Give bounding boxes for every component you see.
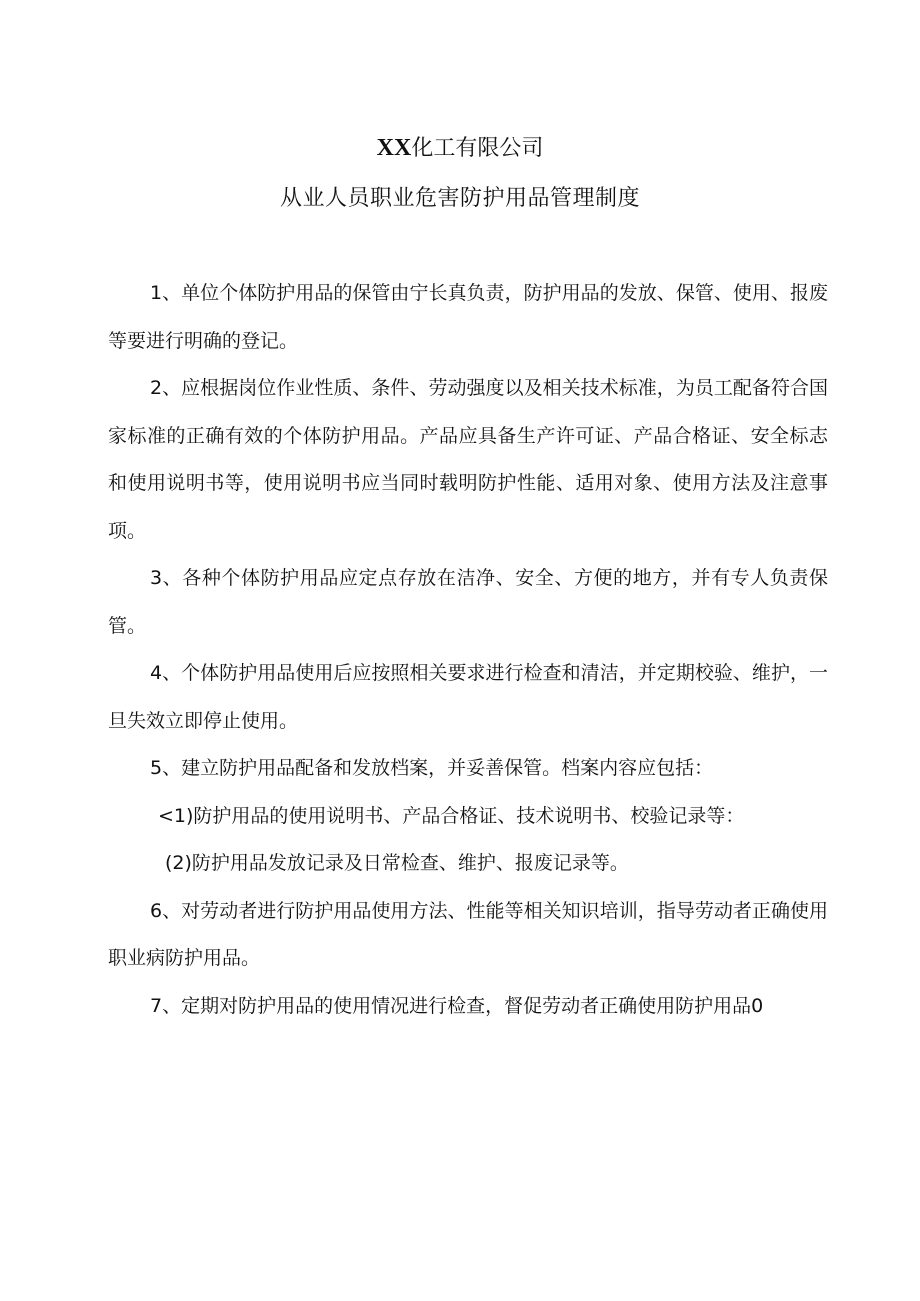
paragraph-3: 3、各种个体防护用品应定点存放在洁净、安全、方便的地方，并有专人负责保管。 bbox=[108, 567, 828, 637]
document-body bbox=[108, 270, 828, 1030]
sub-item-1: <1)防护用品的使用说明书、产品合格证、技术说明书、校验记录等： bbox=[158, 804, 745, 827]
company-name-rest: 化工有限公司 bbox=[411, 136, 544, 161]
paragraph-2: 2、应根据岗位作业性质、条件、劳动强度以及相关技术标准，为员工配备符合国家标准的正确有效的个体防护用品。产品应具备生产许可证、产品合格证、安全标志和使用说明书等，使用说明书应当同时载明防护性能、适用对象、使用方法及注意事项。 bbox=[108, 377, 828, 542]
document-title: 从业人员职业危害防护用品管理制度 bbox=[279, 186, 640, 211]
company-prefix: XX bbox=[376, 135, 412, 161]
paragraph-1: 1、单位个体防护用品的保管由宁长真负责，防护用品的发放、保管、使用、报废等要进行明确的登记。 bbox=[108, 282, 828, 352]
sub-item-2: (2)防护用品发放记录及日常检查、维护、报废记录等。 bbox=[165, 852, 629, 874]
paragraph-7: 7、定期对防护用品的使用情况进行检查，督促劳动者正确使用防护用品0 bbox=[150, 994, 764, 1017]
company-name bbox=[0, 133, 920, 164]
paragraph-4: 4、个体防护用品使用后应按照相关要求进行检查和清洁，并定期校验、维护，一旦失效立即停止使用。 bbox=[108, 662, 828, 732]
paragraph-5: 5、建立防护用品配备和发放档案，并妥善保管。档案内容应包括： bbox=[150, 757, 714, 779]
paragraph-6: 6、对劳动者进行防护用品使用方法、性能等相关知识培训，指导劳动者正确使用职业病防护用品。 bbox=[108, 899, 828, 969]
